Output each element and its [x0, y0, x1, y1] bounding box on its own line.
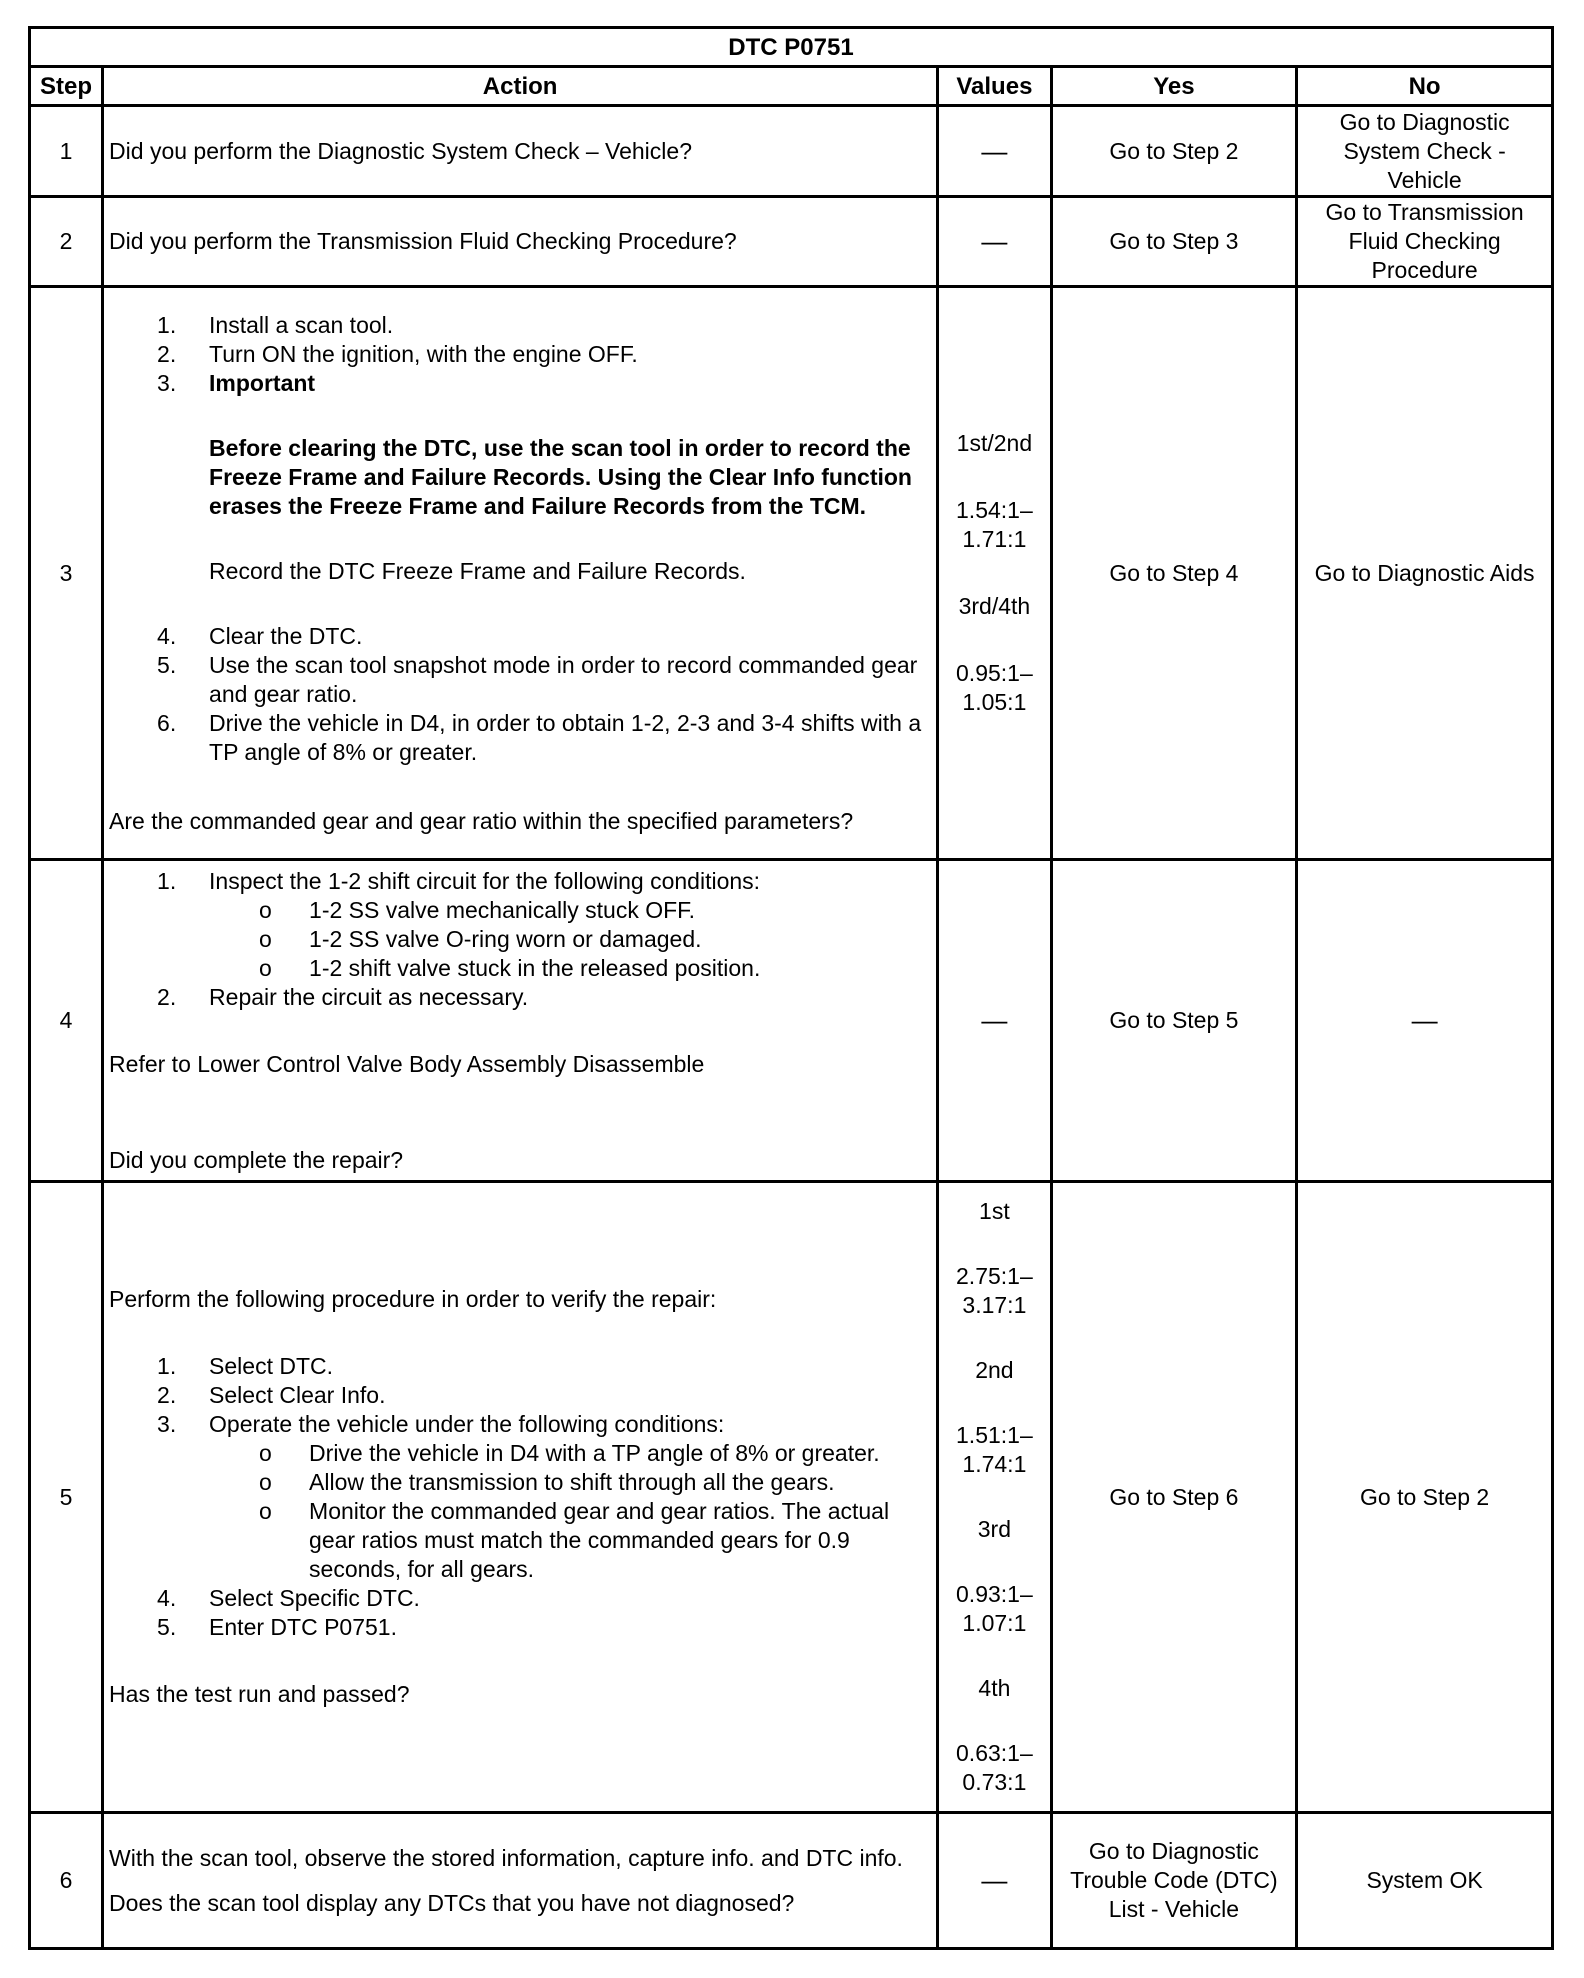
procedure-intro: Perform the following procedure in order to verify the repair: [109, 1286, 717, 1313]
procedure-list [109, 311, 931, 767]
gear-ratio: 1.54:1– 1.71:1 [956, 497, 1033, 553]
list-item: o 1-2 shift valve stuck in the released position. [209, 954, 931, 983]
condition-list [209, 896, 931, 983]
yes-link[interactable]: Go to Step 4 [1051, 287, 1297, 860]
header-step: Step [30, 67, 103, 106]
list-item: 2. Repair the circuit as necessary. [157, 983, 529, 1010]
list-item: o 1-2 SS valve O-ring worn or damaged. [209, 925, 931, 954]
no-value: — [1297, 860, 1553, 1182]
action-cell [103, 860, 938, 1182]
list-item: 4. Select Specific DTC. [157, 1585, 420, 1612]
yes-link[interactable]: Go to Step 6 [1051, 1181, 1297, 1812]
list-item: 2. Select Clear Info. [157, 1382, 386, 1409]
step-number: 2 [30, 196, 103, 286]
header-action: Action [103, 67, 938, 106]
action-cell [103, 1181, 938, 1812]
important-label: Important [209, 369, 316, 396]
action-cell [103, 106, 938, 196]
no-link[interactable]: Go to Transmission Fluid Checking Procedure [1297, 196, 1553, 286]
step-number: 1 [30, 106, 103, 196]
header-yes: Yes [1051, 67, 1297, 106]
gear-ratio: 2.75:1– 3.17:1 [956, 1263, 1033, 1319]
no-link[interactable]: Go to Diagnostic Aids [1297, 287, 1553, 860]
header-row [30, 67, 1553, 106]
dtc-table [28, 26, 1554, 1950]
table-row [30, 196, 1553, 286]
values-cell: — [938, 196, 1051, 286]
gear-label: 1st [979, 1198, 1010, 1225]
yes-link[interactable]: Go to Diagnostic Trouble Code (DTC) List - Vehicle [1051, 1813, 1297, 1949]
list-item: 6. Drive the vehicle in D4, in order to obtain 1-2, 2-3 and 3-4 shifts with a TP angle of 8% or greater. [157, 709, 922, 765]
list-item: o 1-2 SS valve mechanically stuck OFF. [209, 896, 931, 925]
gear-label: 2nd [975, 1357, 1014, 1384]
dtc-document [28, 26, 1554, 1950]
gear-ratio: 0.63:1– 0.73:1 [956, 1740, 1033, 1796]
action-cell [103, 287, 938, 860]
list-item: o Allow the transmission to shift through all the gears. [209, 1468, 931, 1497]
list-item: 4. Clear the DTC. [157, 622, 363, 649]
gear-ratio: 1.51:1– 1.74:1 [956, 1422, 1033, 1478]
gear-ratio: 0.95:1– 1.05:1 [956, 660, 1033, 716]
list-item: o Drive the vehicle in D4 with a TP angle of 8% or greater. [209, 1439, 931, 1468]
table-row [30, 106, 1553, 196]
action-question: Has the test run and passed? [109, 1681, 410, 1708]
action-question: Did you complete the repair? [109, 1146, 404, 1173]
values-cell: — [938, 860, 1051, 1182]
action-question: Does the scan tool display any DTCs that you have not diagnosed? [109, 1889, 795, 1916]
header-values: Values [938, 67, 1051, 106]
action-question: Did you perform the Transmission Fluid Checking Procedure? [109, 228, 737, 255]
yes-link[interactable]: Go to Step 2 [1051, 106, 1297, 196]
values-cell [938, 1181, 1051, 1812]
condition-list [209, 1439, 931, 1584]
gear-label: 3rd/4th [958, 593, 1031, 620]
step-number: 5 [30, 1181, 103, 1812]
no-link[interactable]: Go to Diagnostic System Check - Vehicle [1297, 106, 1553, 196]
step-number: 6 [30, 1813, 103, 1949]
no-link[interactable]: Go to Step 2 [1297, 1181, 1553, 1812]
table-title: DTC P0751 [30, 28, 1553, 67]
table-row [30, 860, 1553, 1182]
values-cell [938, 287, 1051, 860]
step-number: 3 [30, 287, 103, 860]
values-cell: — [938, 106, 1051, 196]
step-number: 4 [30, 860, 103, 1182]
record-note: Record the DTC Freeze Frame and Failure Records. [209, 557, 746, 584]
action-question: Are the commanded gear and gear ratio within the specified parameters? [109, 807, 854, 834]
procedure-list [109, 867, 931, 1012]
action-cell [103, 1813, 938, 1949]
table-row [30, 1813, 1553, 1949]
list-item: 1. Inspect the 1-2 shift circuit for the following conditions: o 1-2 SS valve mechanically stuck OFF. o 1-2 SS valve O-ring worn or damaged. o 1-2 shift valve stuck in the released position. [109, 867, 931, 983]
title-row [30, 28, 1553, 67]
refer-link[interactable]: Refer to Lower Control Valve Body Assembly Disassemble [109, 1050, 705, 1077]
table-row [30, 1181, 1553, 1812]
procedure-list [109, 1352, 931, 1642]
gear-label: 4th [978, 1675, 1011, 1702]
list-item: 2. Turn ON the ignition, with the engine OFF. [157, 340, 638, 367]
action-question: Did you perform the Diagnostic System Check – Vehicle? [109, 137, 692, 164]
list-item: 5. Use the scan tool snapshot mode in order to record commanded gear and gear ratio. [157, 651, 918, 707]
yes-link[interactable]: Go to Step 5 [1051, 860, 1297, 1182]
table-row [30, 287, 1553, 860]
important-note: Before clearing the DTC, use the scan tool in order to record the Freeze Frame and Failure Records. Using the Clear Info function erases the Freeze Frame and Failure Records from the TCM. [209, 434, 912, 519]
list-item: 1. Select DTC. [157, 1353, 334, 1380]
list-item: o Monitor the commanded gear and gear ratios. The actual gear ratios must match the commanded gears for 0.9 seconds, for all gears. [209, 1497, 931, 1584]
no-link[interactable]: System OK [1297, 1813, 1553, 1949]
values-cell: — [938, 1813, 1051, 1949]
action-instruction: With the scan tool, observe the stored information, capture info. and DTC info. [109, 1844, 903, 1871]
list-item: 5. Enter DTC P0751. [157, 1614, 397, 1641]
yes-link[interactable]: Go to Step 3 [1051, 196, 1297, 286]
list-item: 3. Important Before clearing the DTC, use the scan tool in order to record the Freeze Frame and Failure Records. Using the Clear Info function erases the Freeze Frame and Failure Records from the TCM. Record the DTC Freeze Frame and Failure Records. [109, 369, 931, 586]
list-item: 1. Install a scan tool. [157, 311, 394, 338]
gear-ratio: 0.93:1– 1.07:1 [956, 1581, 1033, 1637]
gear-label: 1st/2nd [956, 430, 1033, 457]
gear-label: 3rd [977, 1516, 1012, 1543]
header-no: No [1297, 67, 1553, 106]
list-item: 3. Operate the vehicle under the following conditions: o Drive the vehicle in D4 with a TP angle of 8% or greater. o Allow the transmission to shift through all the gears. o Monitor the commanded gear and gear ratios. The actual gear ratios must match the commanded gears for 0.9 seconds, for all gears. [109, 1410, 931, 1584]
action-cell [103, 196, 938, 286]
